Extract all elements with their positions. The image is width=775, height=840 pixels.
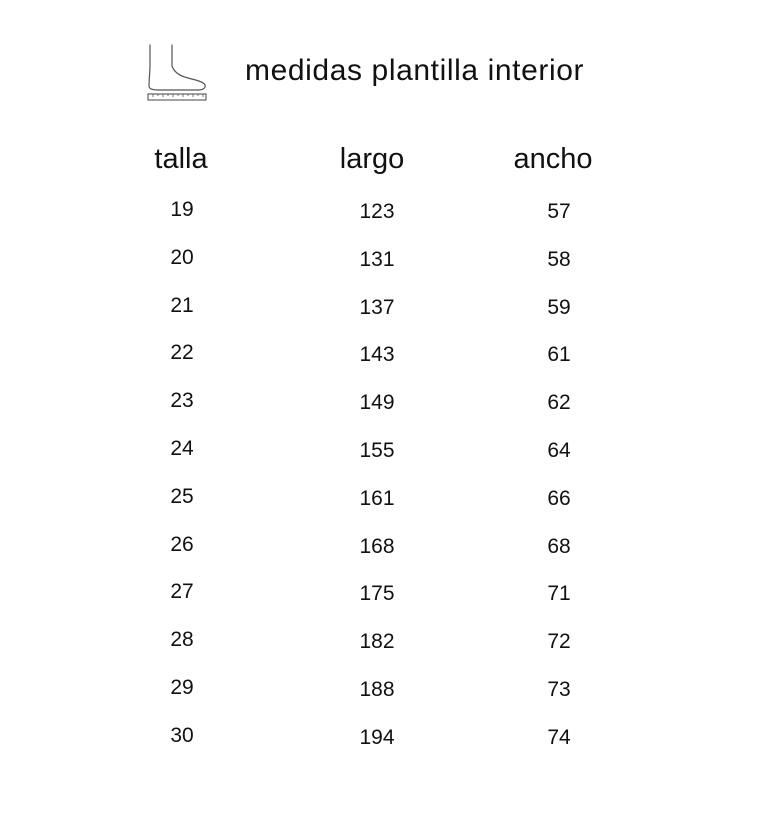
cell-talla: 27 [170,580,194,603]
cell-largo: 161 [359,487,395,510]
cell-talla: 20 [170,246,194,269]
cell-talla: 19 [170,198,194,221]
cell-ancho: 66 [547,487,571,510]
cell-ancho: 61 [547,343,571,366]
cell-talla: 29 [170,676,194,699]
header [146,42,626,104]
cell-talla: 30 [170,724,194,747]
cell-ancho: 73 [547,678,571,701]
cell-talla: 25 [170,485,194,508]
cell-talla: 22 [170,341,194,364]
column-header-talla: talla [154,143,208,175]
cell-largo: 188 [359,678,395,701]
cell-ancho: 68 [547,535,571,558]
cell-largo: 123 [359,200,395,223]
cell-largo: 155 [359,439,395,462]
cell-ancho: 59 [547,296,571,319]
cell-talla: 24 [170,437,194,460]
cell-talla: 21 [170,294,194,317]
cell-ancho: 71 [547,582,571,605]
cell-largo: 131 [359,248,395,271]
column-header-largo: largo [339,143,405,175]
cell-largo: 137 [359,296,395,319]
cell-ancho: 62 [547,391,571,414]
column-header-ancho: ancho [513,143,593,175]
cell-largo: 149 [359,391,395,414]
cell-ancho: 64 [547,439,571,462]
cell-largo: 168 [359,535,395,558]
cell-talla: 28 [170,628,194,651]
cell-ancho: 58 [547,248,571,271]
cell-largo: 175 [359,582,395,605]
cell-ancho: 57 [547,200,571,223]
page-title: medidas plantilla interior [245,54,585,87]
cell-largo: 143 [359,343,395,366]
cell-ancho: 74 [547,726,571,749]
cell-talla: 26 [170,533,194,556]
cell-largo: 182 [359,630,395,653]
foot-measure-icon [146,42,208,102]
cell-largo: 194 [359,726,395,749]
cell-ancho: 72 [547,630,571,653]
cell-talla: 23 [170,389,194,412]
